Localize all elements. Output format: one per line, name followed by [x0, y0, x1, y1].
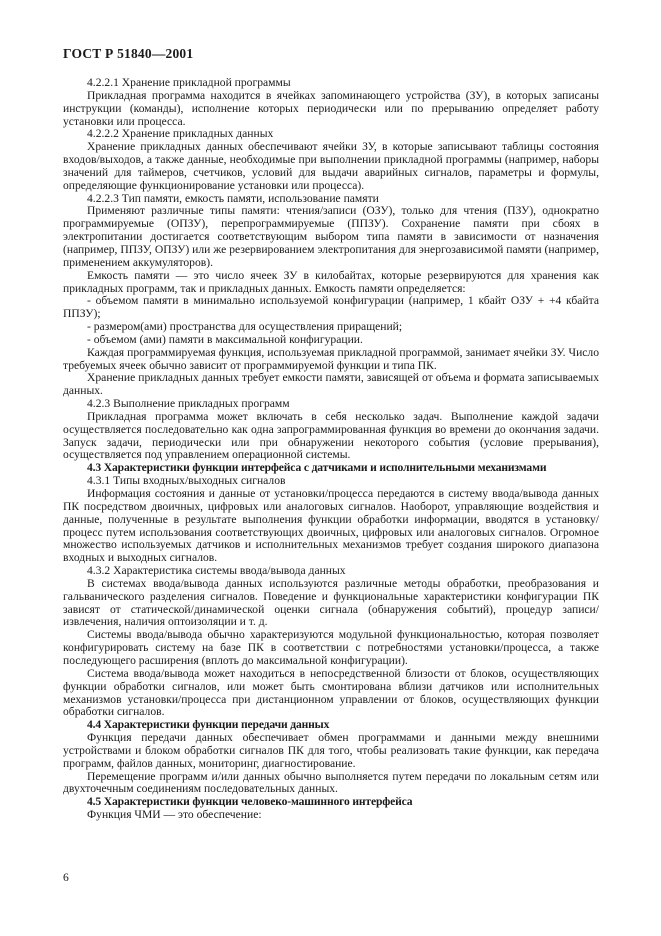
section-heading: 4.5 Характеристики функции человеко-машинного интерфейса: [87, 795, 413, 809]
paragraph: Прикладная программа находится в ячейках запоминающего устройства (ЗУ), в которых записаны инструкции (команды), исполнение которых периодически или по прерыванию определяет работу установки или процесса.: [63, 88, 599, 128]
paragraph: Хранение прикладных данных требует емкости памяти, зависящей от объема и формата записываемых данных.: [63, 371, 599, 398]
paragraph: Системы ввода/вывода обычно характеризуются модульной функциональностью, которая позволяет конфигурировать систему на базе ПК в соответствии с потребностями установки/процесса, а также последующего расширения (вплоть до максимальной конфигурации).: [63, 628, 599, 667]
paragraph: Информация состояния и данные от установки/процесса передаются в систему ввода/вывода данных ПК посредством двоичных, цифровых или аналоговых сигналов. Наоборот, управляющие воздействия и данные, полученные в результате выполнения функции обработки информации, вводятся в установку/процесс путем использования соответствующих двоичных, цифровых или аналоговых сигналов. Огромное множество используемых датчиков и исполнительных механизмов требует создания широкого диапазона входных и выходных сигналов.: [63, 487, 599, 565]
paragraph: 4.2.3 Выполнение прикладных программ: [87, 397, 290, 411]
paragraph: Функция ЧМИ — это обеспечение:: [87, 808, 262, 822]
paragraph: 4.2.2.2 Хранение прикладных данных: [87, 127, 274, 141]
section-heading: 4.3 Характеристики функции интерфейса с датчиками и исполнительными механизмами: [87, 461, 547, 475]
paragraph: В системах ввода/вывода данных используются различные методы обработки, преобразования и гальванического разделения сигналов. Поведение и функциональные характеристики конфигурации ПК зависят от статической/динамической оценки сигнала (обнаружения событий), процедур записи/извлечения, наличия оптоизоляции и т. д.: [63, 576, 599, 629]
paragraph: Хранение прикладных данных обеспечивают ячейки ЗУ, в которые записывают таблицы состояния входов/выходов, а также данные, необходимые при выполнении прикладной программы (например, наборы значений для таймеров, счетчиков, условий для выдачи аварийных сигналов, параметры и формулы, определяющие функционирование установки или процесса).: [63, 140, 599, 192]
page-number: 6: [63, 871, 69, 884]
paragraph: Емкость памяти — это число ячеек ЗУ в килобайтах, которые резервируются для хранения как прикладных программ, так и прикладных данных. Емкость памяти определяется:: [63, 268, 599, 295]
paragraph: Система ввода/вывода может находиться в непосредственной близости от блоков, осуществляющих функции обработки сигналов, или может быть смонтирована вблизи датчиков или исполнительных механизмов установки/процесса при дистанционном управлении от блоков, осуществляющих функции обработки сигналов.: [63, 666, 599, 719]
document-header: ГОСТ Р 51840—2001: [63, 46, 194, 61]
document-body: [63, 77, 599, 822]
paragraph: - размером(ами) пространства для осуществления приращений;: [87, 320, 403, 334]
paragraph: Функция передачи данных обеспечивает обмен программами и данными между внешними устройствами и блоком обработки сигналов ПК для того, чтобы реализовать такие функции, как передача программ, файлов данных, мониторинг, диагностирование.: [63, 731, 599, 770]
paragraph: - объемом памяти в минимально используемой конфигурации (например, 1 кбайт ОЗУ + +4 кбайта ППЗУ);: [63, 294, 599, 321]
paragraph: 4.3.1 Типы входных/выходных сигналов: [87, 474, 286, 488]
paragraph: 4.2.2.3 Тип памяти, емкость памяти, использование памяти: [87, 191, 379, 205]
paragraph: - объемом (ами) памяти в максимальной конфигурации.: [87, 332, 363, 346]
paragraph: 4.2.2.1 Хранение прикладной программы: [87, 76, 291, 89]
paragraph: Перемещение программ и/или данных обычно выполняется путем передачи по локальным сетям или двухточечным соединениям последовательных данных.: [63, 769, 599, 796]
paragraph: Применяют различные типы памяти: чтения/записи (ОЗУ), только для чтения (ПЗУ), однократно программируемые (ОПЗУ), перепрограммируемые (ППЗУ). Сохранение памяти при сбоях в электропитании достигается соответствующим выбором типа памяти в зависимости от назначения (например, ППЗУ, ОПЗУ) или же резервированием электропитания для энергозависимой памяти (например, применением аккумуляторов).: [63, 204, 599, 269]
paragraph: Прикладная программа может включать в себя несколько задач. Выполнение каждой задачи осуществляется последовательно как одна запрограммированная функция во времени до окончания задачи. Запуск задачи, периодически или при обнаружении некоторого события (условие прерывания), осуществляется под управлением операционной системы.: [63, 409, 599, 462]
paragraph: 4.3.2 Характеристика системы ввода/вывода данных: [87, 564, 346, 578]
paragraph: Каждая программируемая функция, используемая прикладной программой, занимает ячейки ЗУ. Число требуемых ячеек обычно зависит от программируемой функции и типа ПК.: [63, 345, 599, 372]
section-heading: 4.4 Характеристики функции передачи данных: [87, 718, 330, 732]
